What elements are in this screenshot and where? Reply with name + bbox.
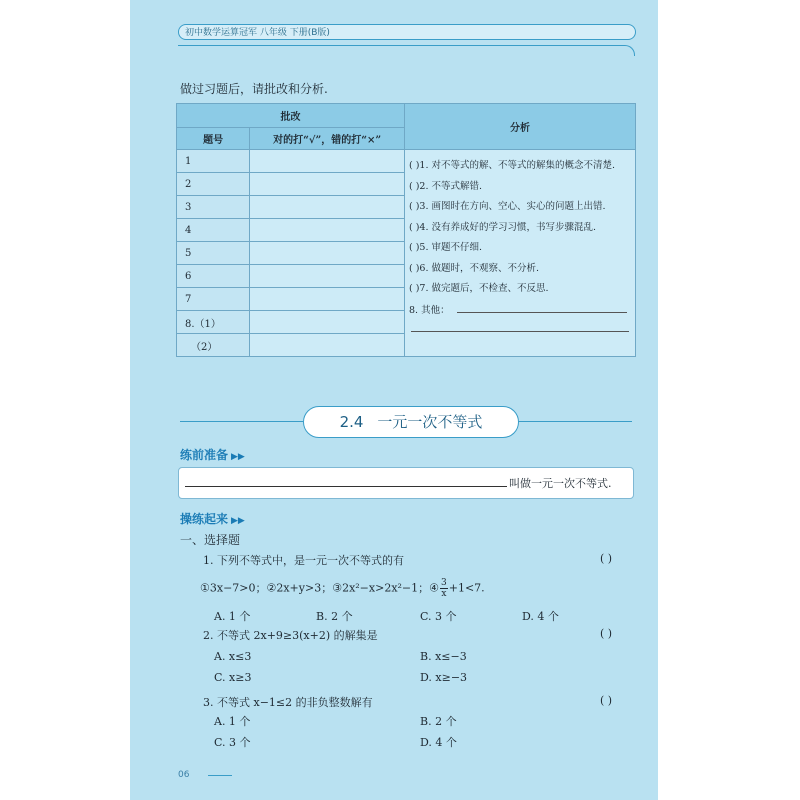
prep-heading — [180, 446, 245, 463]
expression-main: ①3x−7>0；②2x+y>3；③2x²−x>2x²−1；④ — [200, 581, 440, 595]
page-number: 06 — [178, 770, 190, 780]
fraction-numerator: 3 — [441, 578, 447, 588]
analysis-item: ( )3. 画图时在方向、空心、实心的问题上出错. — [409, 201, 606, 212]
option-d[interactable]: D. 4 个 — [420, 736, 457, 749]
mark-cell[interactable] — [250, 173, 405, 196]
group-header: 批改 — [177, 104, 405, 128]
intro-text: 做过习题后，请批改和分析. — [180, 82, 328, 96]
option-c[interactable]: C. 3 个 — [214, 736, 251, 749]
option-b[interactable]: B. x≤−3 — [420, 650, 467, 663]
other-blank-line-2[interactable] — [411, 319, 629, 332]
col-number-header: 题号 — [177, 128, 250, 150]
answer-blank-line[interactable] — [185, 486, 507, 487]
other-blank-line[interactable] — [457, 300, 627, 313]
folio-rule — [208, 775, 232, 776]
prep-heading-label: 练前准备 — [180, 448, 229, 462]
analysis-item: ( )7. 做完题后，不检查、不反思. — [409, 283, 549, 294]
header-rule — [178, 45, 635, 56]
analysis-other-label: 8. 其他： — [409, 304, 450, 316]
question-1-expression — [200, 578, 485, 599]
analysis-item: ( )4. 没有养成好的学习习惯，书写步骤混乱. — [409, 221, 597, 233]
fraction — [440, 578, 448, 599]
row-number: 2 — [177, 173, 250, 196]
double-chevron-icon: ▶▶ — [231, 452, 245, 462]
analysis-cell — [405, 150, 636, 357]
section-rule-left — [180, 421, 303, 422]
analysis-item: ( )5. 审题不仔细. — [409, 242, 483, 253]
running-header — [178, 24, 636, 40]
practice-heading — [180, 510, 245, 527]
option-b[interactable]: B. 2 个 — [420, 715, 457, 728]
mark-cell[interactable] — [250, 196, 405, 219]
option-c[interactable]: C. 3 个 — [420, 610, 457, 623]
col-analysis-header: 分析 — [405, 104, 636, 150]
row-number: 4 — [177, 219, 250, 242]
correction-table — [176, 103, 636, 357]
option-a[interactable]: A. x≤3 — [214, 650, 252, 663]
practice-heading-label: 操练起来 — [180, 512, 229, 526]
question-1-answer[interactable]: ( ) — [600, 552, 613, 565]
question-3-stem: 3. 不等式 x−1≤2 的非负整数解有 — [203, 696, 373, 709]
row-number: 1 — [177, 150, 250, 173]
option-d[interactable]: D. x≥−3 — [420, 671, 468, 684]
double-chevron-icon: ▶▶ — [231, 516, 245, 526]
row-number: 7 — [177, 288, 250, 311]
question-3-answer[interactable]: ( ) — [600, 694, 613, 707]
mark-cell[interactable] — [250, 334, 405, 357]
section-title: 一元一次不等式 — [377, 413, 483, 431]
definition-text: 叫做一元一次不等式. — [509, 477, 612, 490]
question-2-answer[interactable]: ( ) — [600, 627, 613, 640]
row-number: 8.（1） — [177, 311, 250, 334]
option-b[interactable]: B. 2 个 — [316, 610, 353, 623]
row-number: 6 — [177, 265, 250, 288]
mark-cell[interactable] — [250, 242, 405, 265]
section-number: 2.4 — [339, 413, 364, 431]
expression-tail: +1<7. — [448, 581, 485, 595]
definition-fill-box — [178, 467, 634, 499]
mark-cell[interactable] — [250, 219, 405, 242]
part-title: 一、选择题 — [180, 533, 241, 547]
analysis-item: ( )6. 做题时，不观察、不分析. — [409, 262, 540, 274]
mark-cell[interactable] — [250, 311, 405, 334]
analysis-other-line2 — [409, 319, 629, 332]
analysis-item: ( )1. 对不等式的解、不等式的解集的概念不清楚. — [409, 160, 616, 171]
option-a[interactable]: A. 1 个 — [214, 610, 251, 623]
row-number: 3 — [177, 196, 250, 219]
mark-cell[interactable] — [250, 150, 405, 173]
mark-cell[interactable] — [250, 265, 405, 288]
option-c[interactable]: C. x≥3 — [214, 671, 252, 684]
col-mark-header: 对的打“√”，错的打“×” — [250, 128, 405, 150]
option-d[interactable]: D. 4 个 — [522, 610, 559, 623]
row-number: （2） — [177, 334, 250, 357]
section-banner — [303, 406, 519, 438]
fraction-denominator: x — [441, 589, 447, 599]
running-title: 初中数学运算冠军 八年级 下册(B版) — [185, 28, 330, 38]
analysis-item: ( )2. 不等式解错. — [409, 180, 483, 192]
section-rule-right — [518, 421, 632, 422]
option-a[interactable]: A. 1 个 — [214, 715, 251, 728]
analysis-other — [409, 300, 629, 319]
mark-cell[interactable] — [250, 288, 405, 311]
question-2-stem: 2. 不等式 2x+9≥3(x+2) 的解集是 — [203, 629, 378, 642]
row-number: 5 — [177, 242, 250, 265]
question-1-stem: 1. 下列不等式中，是一元一次不等式的有 — [203, 554, 404, 567]
